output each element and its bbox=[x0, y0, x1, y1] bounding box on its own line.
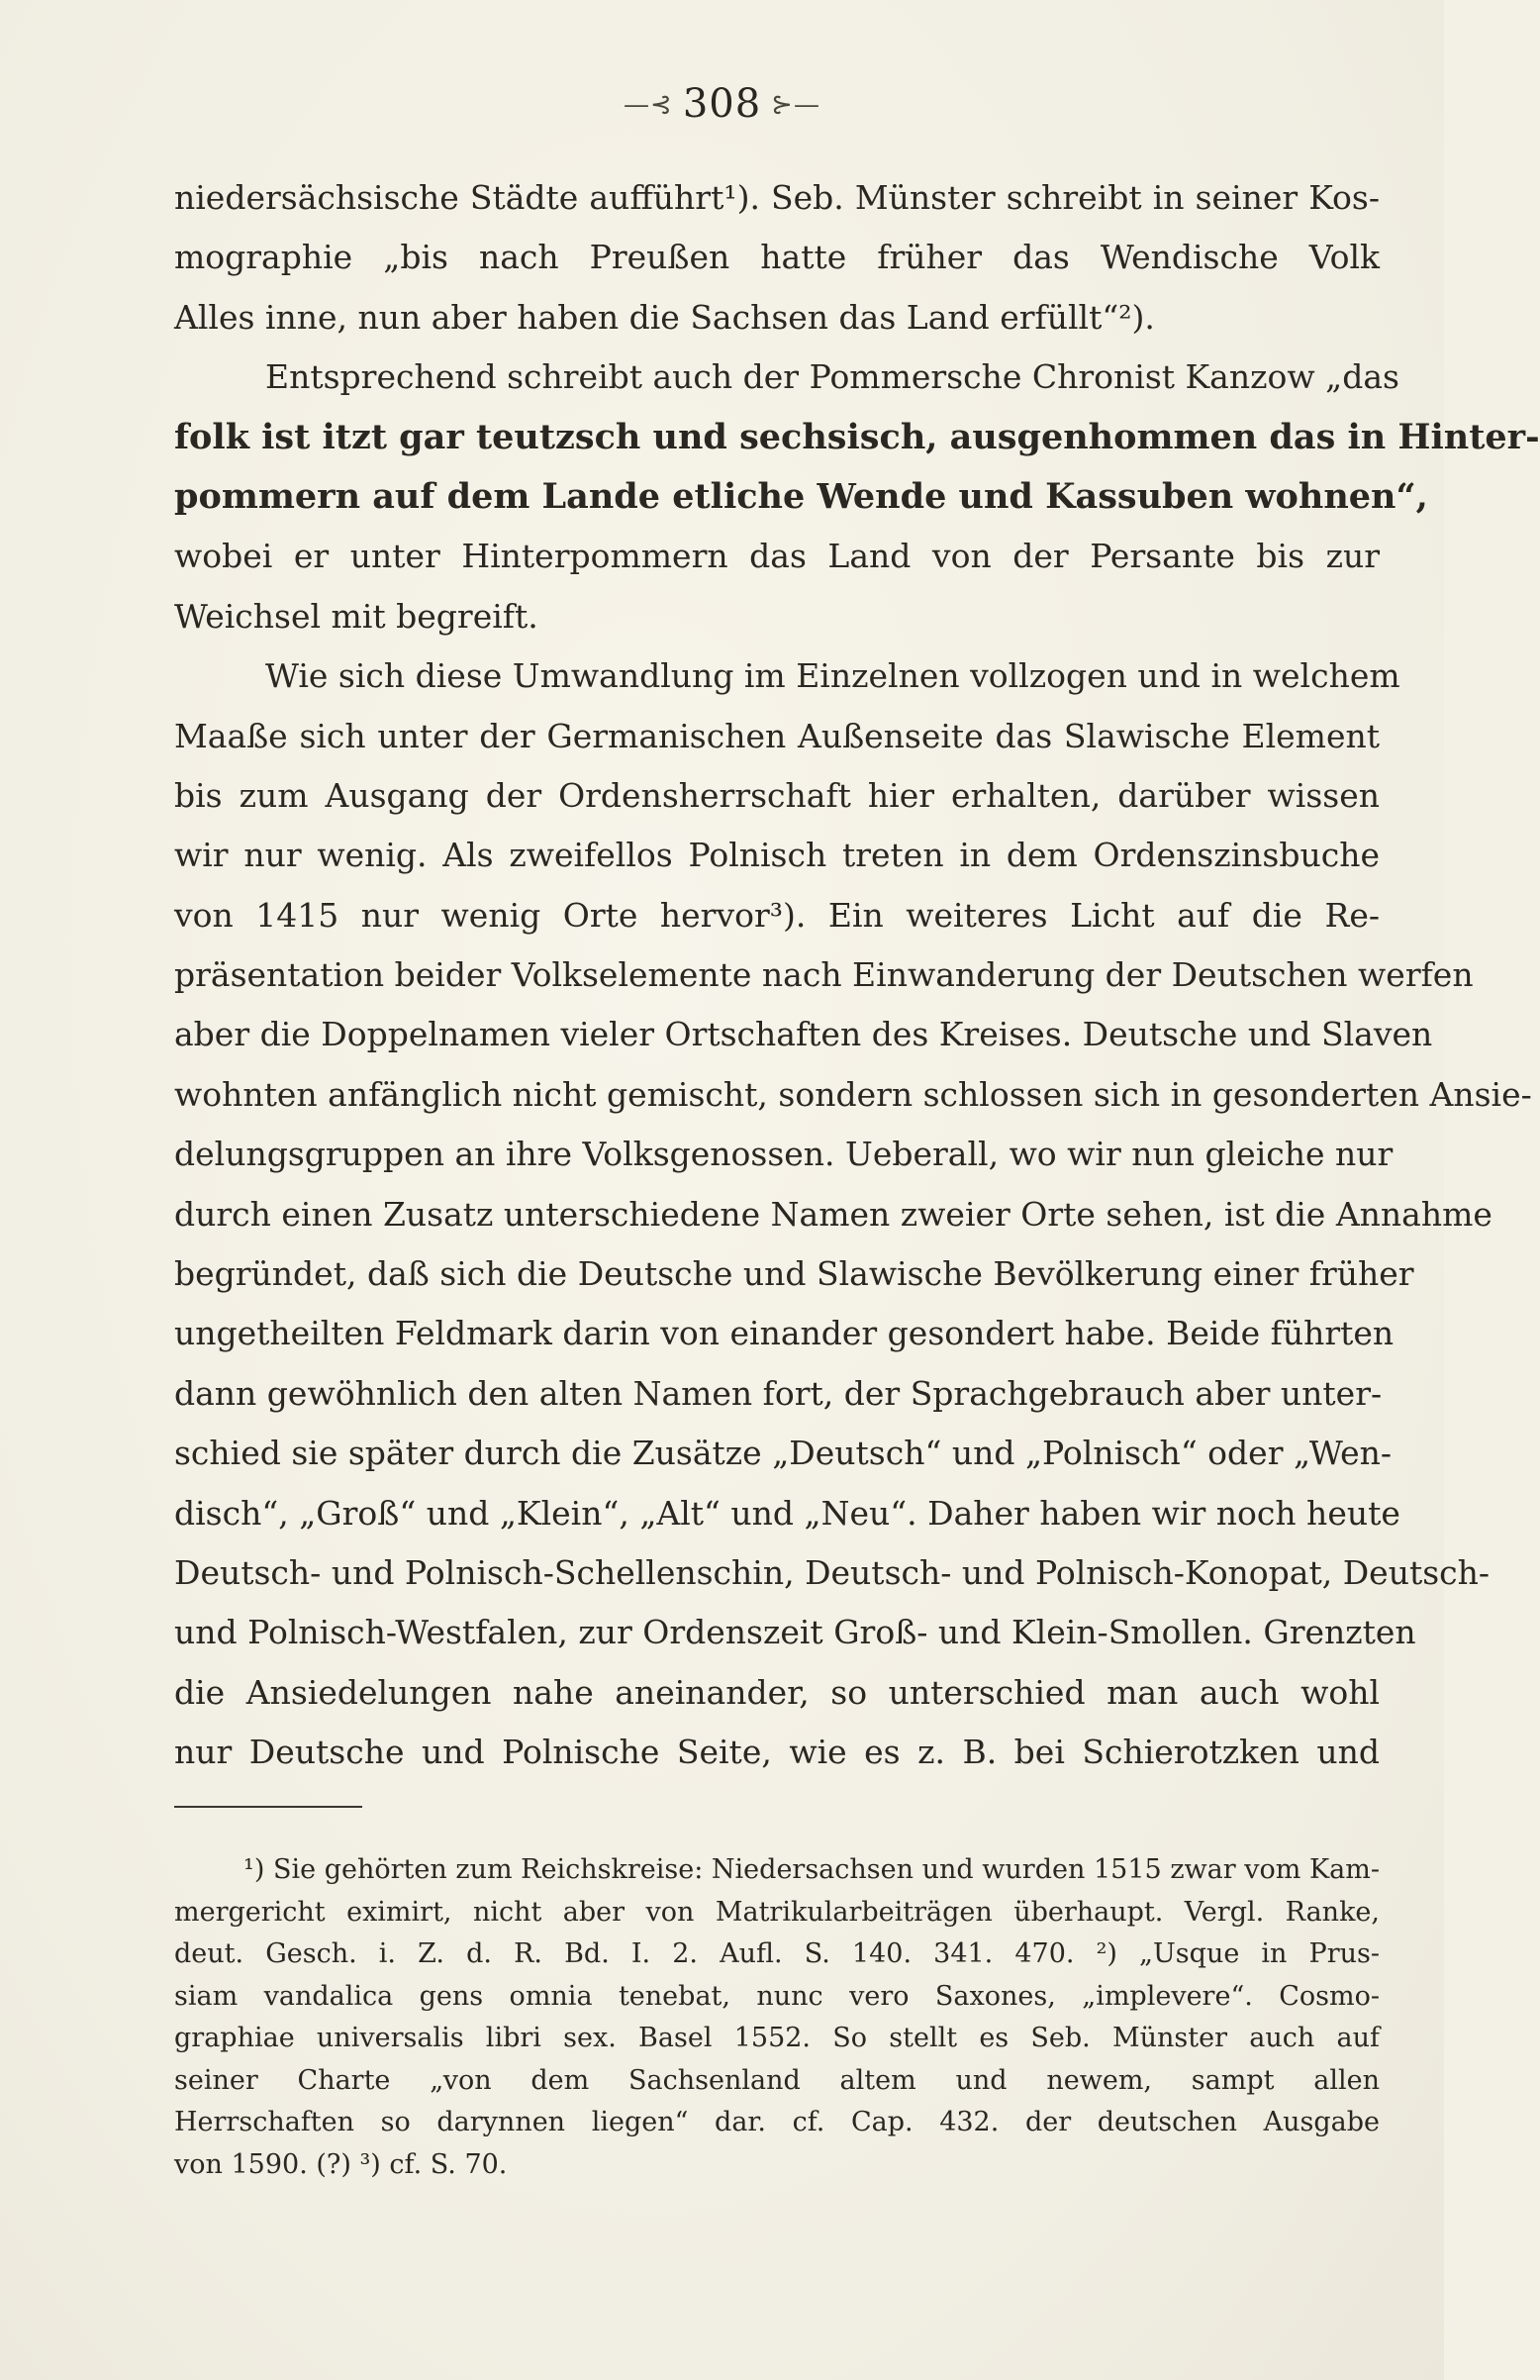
text-line: und Polnisch-Westfalen, zur Ordenszeit Groß- und Klein-Smollen. Grenzten bbox=[174, 1613, 1416, 1652]
text-line: dann gewöhnlich den alten Namen fort, der Sprachgebrauch aber unter- bbox=[174, 1373, 1383, 1413]
ornament-left: —⊰ bbox=[624, 90, 673, 120]
footnote-line: graphiae universalis libri sex. Basel 1552. So stellt es Seb. Münster auch auf bbox=[174, 2023, 1380, 2053]
text-line: durch einen Zusatz unterschiedene Namen zweier Orte sehen, ist die Annahme bbox=[174, 1194, 1492, 1234]
text-line: wohnten anfänglich nicht gemischt, sondern schlossen sich in gesonderten Ansie- bbox=[174, 1074, 1532, 1114]
footnote-divider bbox=[174, 1806, 362, 1808]
main-text bbox=[174, 168, 1540, 1783]
ornament-right: ⊱— bbox=[771, 90, 820, 120]
text-line: Wie sich diese Umwandlung im Einzelnen vollzogen und in welchem bbox=[265, 656, 1400, 696]
footnote-line: von 1590. (?) ³) cf. S. 70. bbox=[174, 2148, 508, 2180]
page-header bbox=[0, 81, 1444, 127]
footnote-line: deut. Gesch. i. Z. d. R. Bd. I. 2. Aufl. S. 140. 341. 470. ²) „Usque in Prus- bbox=[174, 1938, 1380, 1969]
text-line: Alles inne, nun aber haben die Sachsen das Land erfüllt“²). bbox=[174, 297, 1155, 337]
text-line: von 1415 nur wenig Orte hervor³). Ein weiteres Licht auf die Re- bbox=[174, 895, 1380, 935]
text-line: Deutsch- und Polnisch-Schellenschin, Deutsch- und Polnisch-Konopat, Deutsch- bbox=[174, 1552, 1491, 1592]
footnote-line: ¹) Sie gehörten zum Reichskreise: Niedersachsen und wurden 1515 zwar vom Kam- bbox=[243, 1854, 1380, 1885]
text-line: wobei er unter Hinterpommern das Land von der Persante bis zur bbox=[174, 537, 1380, 576]
text-line: delungsgruppen an ihre Volksgenossen. Ueberall, wo wir nun gleiche nur bbox=[174, 1135, 1394, 1174]
text-line: bis zum Ausgang der Ordensherrschaft hier erhalten, darüber wissen bbox=[174, 775, 1380, 815]
footnote-line: mergericht eximirt, nicht aber von Matrikularbeiträgen überhaupt. Vergl. Ranke, bbox=[174, 1896, 1380, 1928]
text-line: präsentation beider Volkselemente nach Einwanderung der Deutschen werfen bbox=[174, 955, 1474, 995]
text-line: Maaße sich unter der Germanischen Außenseite das Slawische Element bbox=[174, 716, 1380, 755]
footnote-line: Herrschaften so darynnen liegen“ dar. cf. Cap. 432. der deutschen Ausgabe bbox=[174, 2107, 1380, 2137]
text-line: nur Deutsche und Polnische Seite, wie es z. B. bei Schierotzken und bbox=[174, 1733, 1380, 1772]
text-line: aber die Doppelnamen vieler Ortschaften des Kreises. Deutsche und Slaven bbox=[174, 1015, 1433, 1054]
text-line: disch“, „Groß“ und „Klein“, „Alt“ und „Neu“. Daher haben wir noch heute bbox=[174, 1493, 1400, 1533]
text-line: Weichsel mit begreift. bbox=[174, 596, 538, 636]
text-line: niedersächsische Städte aufführt¹). Seb. Münster schreibt in seiner Kos- bbox=[174, 178, 1380, 217]
text-line: ungetheilten Feldmark darin von einander gesondert habe. Beide führten bbox=[174, 1314, 1395, 1353]
text-line: begründet, daß sich die Deutsche und Slawische Bevölkerung einer früher bbox=[174, 1254, 1414, 1294]
text-line: schied sie später durch die Zusätze „Deutsch“ und „Polnisch“ oder „Wen- bbox=[174, 1434, 1393, 1473]
footnote-line: seiner Charte „von dem Sachsenland altem und newem, sampt allen bbox=[174, 2064, 1380, 2096]
page-number: 308 bbox=[682, 81, 762, 127]
footnotes bbox=[174, 1849, 1380, 2186]
text-line: pommern auf dem Lande etliche Wende und Kassuben wohnen“, bbox=[174, 475, 1428, 517]
text-line: wir nur wenig. Als zweifellos Polnisch treten in dem Ordenszinsbuche bbox=[174, 836, 1380, 875]
text-line: Entsprechend schreibt auch der Pommersche Chronist Kanzow „das bbox=[265, 357, 1399, 397]
text-line: mographie „bis nach Preußen hatte früher das Wendische Volk bbox=[174, 238, 1380, 277]
text-line: die Ansiedelungen nahe aneinander, so unterschied man auch wohl bbox=[174, 1672, 1380, 1712]
footnote-line: siam vandalica gens omnia tenebat, nunc vero Saxones, „implevere“. Cosmo- bbox=[174, 1980, 1380, 2012]
text-line: folk ist itzt gar teutzsch und sechsisch, ausgenhommen das in Hinter- bbox=[174, 416, 1540, 457]
